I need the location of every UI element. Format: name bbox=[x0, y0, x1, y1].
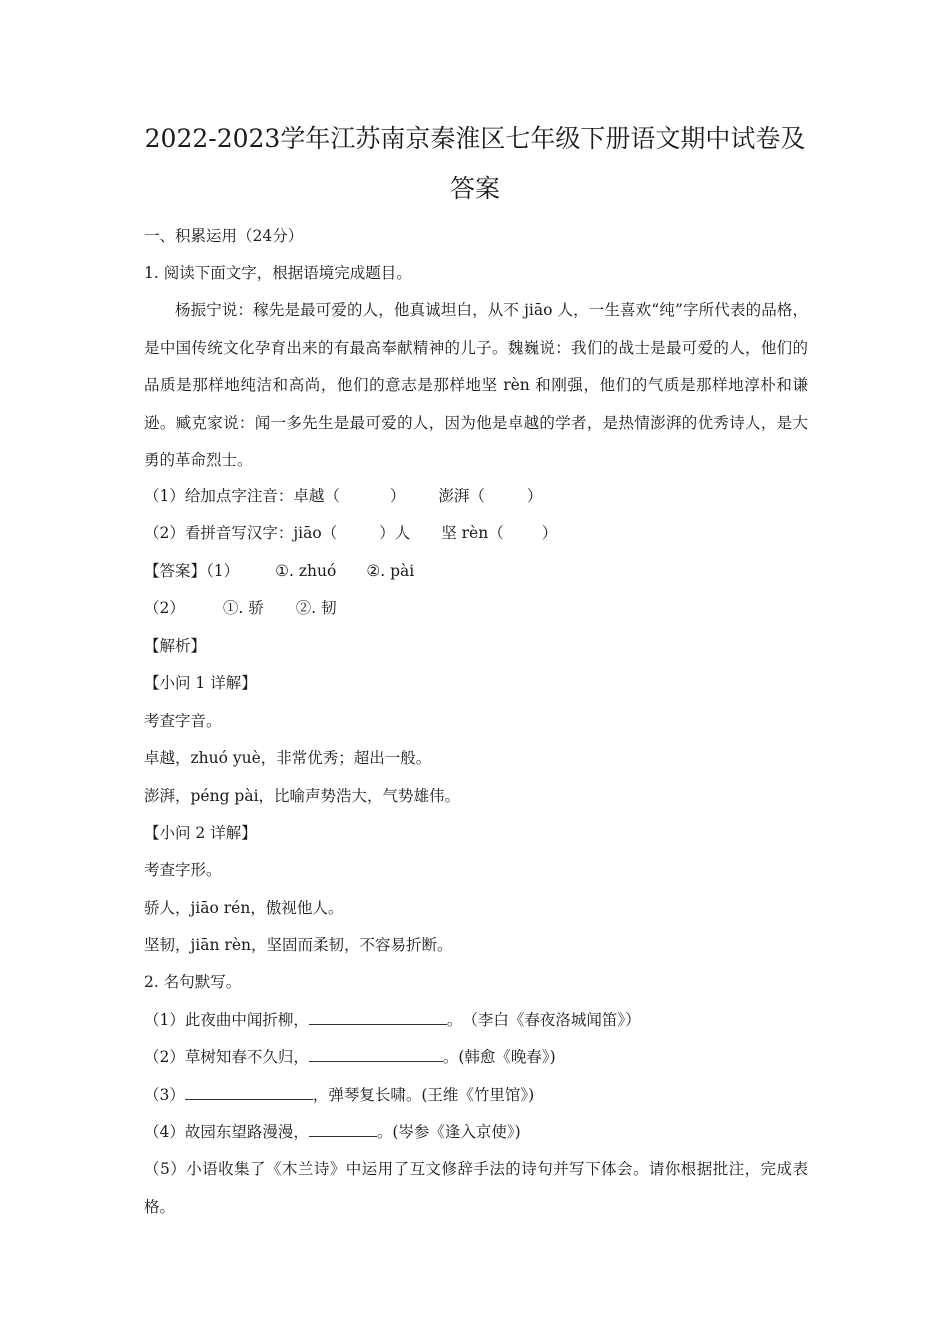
sub-question-1 bbox=[144, 486, 542, 506]
recite-4-text: （4）故园东望路漫漫， bbox=[144, 1123, 309, 1141]
analysis-heading: 【解析】 bbox=[144, 637, 207, 655]
sub-question-1-text: （1）给加点字注音：卓越（ bbox=[144, 487, 340, 505]
recite-4-source: 。(岑参《逢入京使》) bbox=[376, 1123, 521, 1141]
sub-question-2-text: （2）看拼音写汉字：jiāo（ bbox=[144, 524, 338, 542]
document-title: 2022-2023学年江苏南京秦淮区七年级下册语文期中试卷及 bbox=[144, 124, 806, 153]
detail-2-line-2: 骄人，jiāo rén，傲视他人。 bbox=[144, 899, 344, 917]
detail-1-heading: 【小问 1 详解】 bbox=[144, 674, 257, 692]
answer-2-2: ②. 韧 bbox=[295, 599, 337, 617]
question-2-stem: 2. 名句默写。 bbox=[144, 973, 242, 991]
recite-1 bbox=[144, 1010, 641, 1030]
recite-2-text: （2）草树知春不久归， bbox=[144, 1048, 309, 1066]
recite-2-source: 。(韩愈《晚春》) bbox=[442, 1048, 556, 1066]
recite-3-text: （3） bbox=[144, 1086, 185, 1104]
recite-1-source: 。 （李白《春夜洛城闻笛》） bbox=[446, 1011, 641, 1029]
detail-2-line-3: 坚韧，jiān rèn，坚固而柔韧，不容易折断。 bbox=[144, 936, 453, 954]
sub-question-2 bbox=[144, 523, 557, 543]
detail-1-line-3: 澎湃，péng pài，比喻声势浩大，气势雄伟。 bbox=[144, 787, 461, 805]
recite-2-blank[interactable] bbox=[309, 1047, 443, 1062]
question-1-stem: 1. 阅读下面文字，根据语境完成题目。 bbox=[144, 264, 412, 282]
sub-question-1-close2: ） bbox=[526, 487, 543, 505]
document-title-continued: 答案 bbox=[449, 174, 500, 203]
answer-line-2 bbox=[144, 598, 337, 618]
detail-1-line-1: 考查字音。 bbox=[144, 712, 222, 730]
answer-1-2: ②. pài bbox=[366, 562, 415, 580]
detail-2-line-1: 考查字形。 bbox=[144, 861, 222, 879]
sub-question-2-close2: ） bbox=[541, 524, 558, 542]
section-heading: 一、积累运用（24分） bbox=[144, 227, 304, 245]
recite-4 bbox=[144, 1122, 521, 1142]
recite-1-blank[interactable] bbox=[309, 1010, 447, 1025]
detail-2-heading: 【小问 2 详解】 bbox=[144, 824, 257, 842]
recite-3-source: ，弹琴复长啸。(王维《竹里馆》) bbox=[312, 1086, 535, 1104]
sub-question-2-close: ）人 bbox=[379, 524, 411, 542]
sub-question-1-close: ） bbox=[389, 487, 406, 505]
answer-line-1 bbox=[144, 561, 414, 581]
answer-2-label: （2） bbox=[144, 599, 185, 617]
question-1-passage: 杨振宁说：稼先是最可爱的人，他真诚坦白，从不 jiāo 人，一生喜欢“纯”字所代表的品格，是中国传统文化孕育出来的有最高奉献精神的儿子。魏巍说：我们的战士是最可爱的人，他们的品质是那样地纯洁和高尚，他们的意志是那样地坚 rèn 和刚强，他们的气质是那样地淳朴和谦逊。臧克家说：闻一多先生是最可爱的人，因为他是卓越的学者，是热情澎湃的优秀诗人，是大勇的革命烈士。 bbox=[144, 301, 809, 470]
recite-2 bbox=[144, 1047, 556, 1067]
recite-4-blank[interactable] bbox=[309, 1122, 377, 1137]
answer-label: 【答案】（1） bbox=[144, 562, 240, 580]
detail-1-line-2: 卓越，zhuó yuè，非常优秀；超出一般。 bbox=[144, 749, 432, 767]
sub-question-2-word2: 坚 rèn（ bbox=[441, 524, 504, 542]
recite-3-blank[interactable] bbox=[185, 1085, 313, 1100]
sub-question-1-word2: 澎湃（ bbox=[438, 487, 485, 505]
recite-5: （5）小语收集了《木兰诗》中运用了互文修辞手法的诗句并写下体会。请你根据批注，完成表格。 bbox=[144, 1160, 808, 1216]
answer-1-1: ①. zhuó bbox=[275, 562, 337, 580]
recite-1-text: （1）此夜曲中闻折柳， bbox=[144, 1011, 309, 1029]
recite-3 bbox=[144, 1085, 534, 1105]
answer-2-1: ①. 骄 bbox=[222, 599, 264, 617]
